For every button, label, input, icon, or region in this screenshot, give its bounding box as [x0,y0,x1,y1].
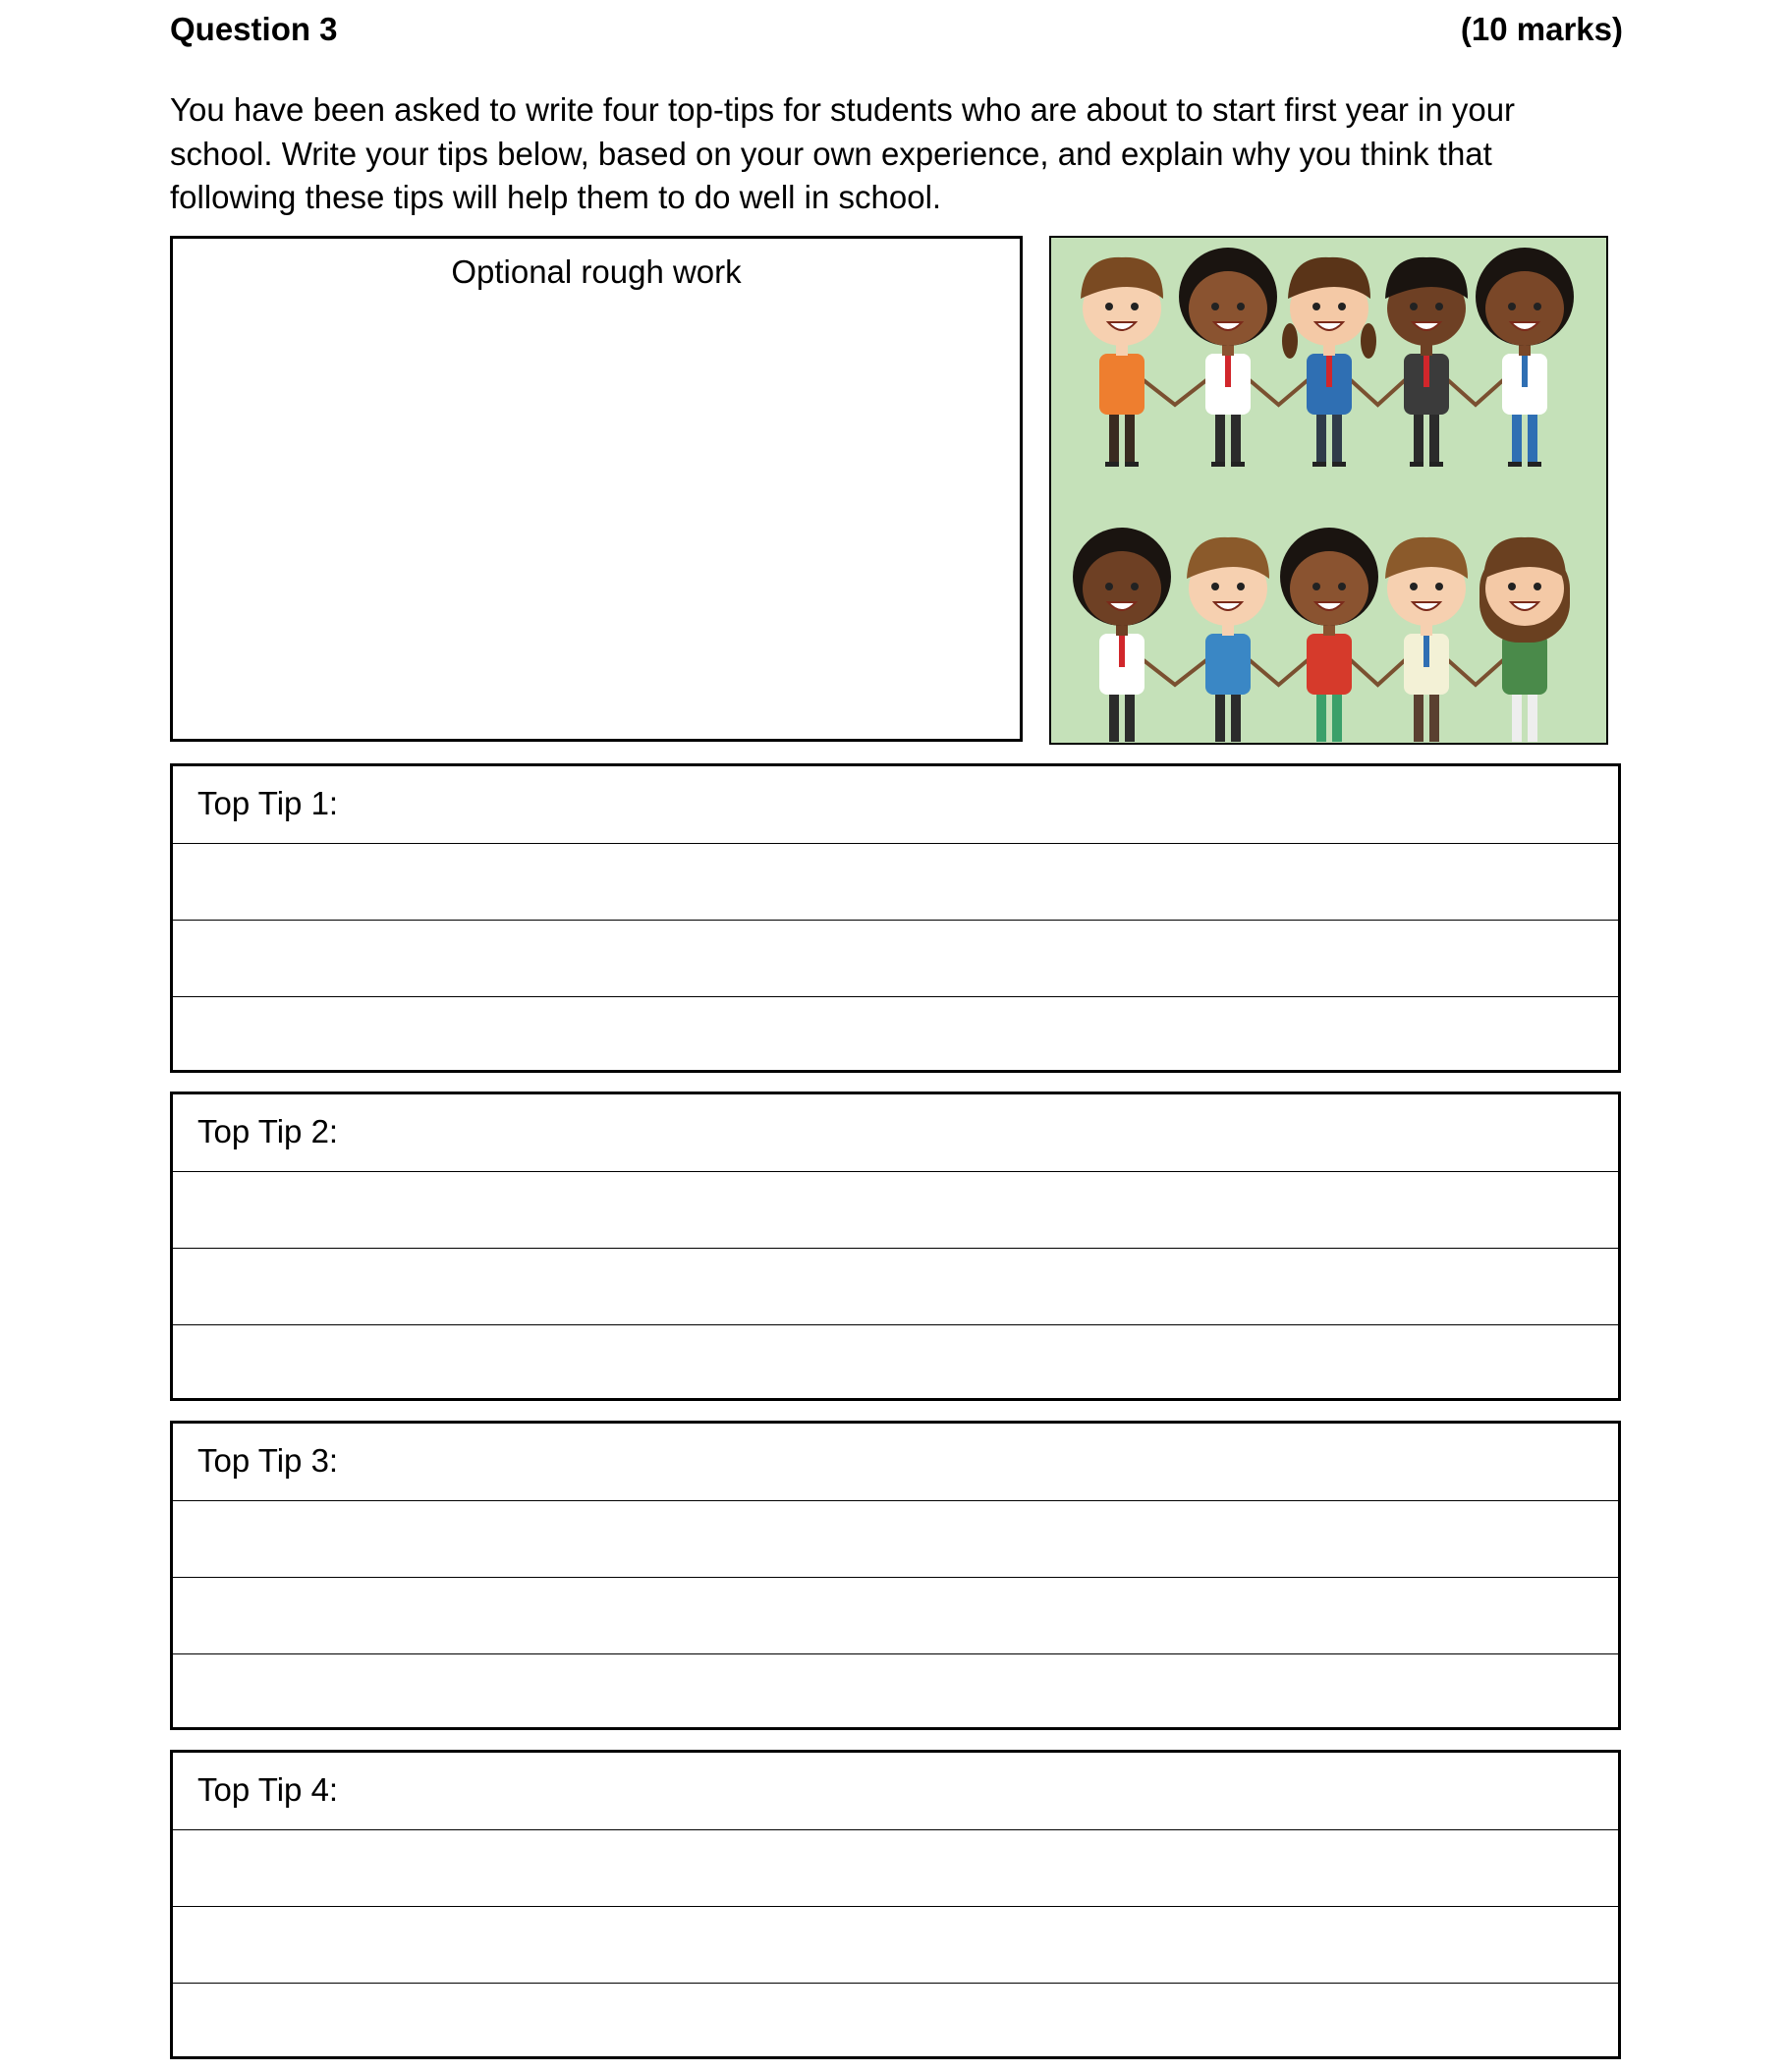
writing-line[interactable] [173,1653,1618,1730]
student-leg [1125,690,1135,742]
top-tip-header-row [173,1424,1618,1501]
student-leg [1109,410,1119,464]
student-shoe [1211,462,1225,467]
student-leg [1332,410,1342,464]
writing-line[interactable] [173,1500,1618,1578]
student-eye [1534,303,1541,310]
student-leg [1316,410,1326,464]
top-tip-4-box[interactable] [170,1750,1621,2059]
top-tip-header-row [173,1094,1618,1172]
writing-line[interactable] [173,1324,1618,1401]
student-eye [1338,303,1346,310]
student-shoe [1410,462,1423,467]
student-shoe [1125,462,1139,467]
student-eye [1105,303,1113,310]
instructions-line-3: following these tips will help them to do well in school. [170,179,942,215]
student-face [1485,271,1564,346]
student-leg [1512,690,1522,742]
instructions-line-1: You have been asked to write four top-tips for students who are about to start first year in your [170,91,1516,128]
holding-hands-arm [1250,660,1308,685]
question-marks: (10 marks) [1460,11,1623,47]
student-leg [1512,410,1522,464]
student-leg [1215,690,1225,742]
top-tip-header-row [173,766,1618,844]
top-tip-2-box[interactable] [170,1092,1621,1401]
question-title: Question 3 [170,11,338,47]
rough-work-box[interactable] [170,236,1023,742]
student-leg [1528,690,1537,742]
top-tip-header-row [173,1753,1618,1830]
top-tip-1-box[interactable] [170,763,1621,1073]
student-leg [1429,690,1439,742]
holding-hands-arm [1144,660,1206,685]
student-shoe [1429,462,1443,467]
writing-line[interactable] [173,1829,1618,1907]
top-tip-3-box[interactable] [170,1421,1621,1730]
writing-line[interactable] [173,1577,1618,1654]
top-tip-label: Top Tip 4: [197,1771,339,1808]
student-leg [1231,410,1241,464]
student-pigtail [1361,323,1376,359]
student-face [1290,551,1368,626]
writing-line[interactable] [173,1171,1618,1249]
student-tie [1326,356,1332,387]
student-eye [1131,303,1139,310]
student-leg [1429,410,1439,464]
student-tie [1423,356,1429,387]
student-tie [1119,636,1125,667]
rough-work-label: Optional rough work [451,253,742,290]
holding-hands-arm [1448,660,1503,685]
student-leg [1125,410,1135,464]
student-eye [1131,583,1139,590]
student-eye [1410,583,1418,590]
student-eye [1211,583,1219,590]
student-eye [1312,303,1320,310]
student-leg [1332,690,1342,742]
student-shoe [1312,462,1326,467]
student-eye [1508,303,1516,310]
top-tip-label: Top Tip 1: [197,785,339,821]
student-eye [1211,303,1219,310]
instructions [170,88,1614,220]
holding-hands-arm [1448,380,1503,405]
student-pigtail [1282,323,1298,359]
student-eye [1105,583,1113,590]
student-leg [1414,690,1423,742]
student-shirt [1205,634,1251,695]
student-shoe [1105,462,1119,467]
holding-hands-arm [1250,380,1308,405]
student-shoe [1508,462,1522,467]
student-eye [1338,583,1346,590]
student-shirt [1307,634,1352,695]
student-face [1189,271,1267,346]
student-shirt [1502,634,1547,695]
student-tie [1225,356,1231,387]
students-illustration [1049,236,1608,745]
student-leg [1414,410,1423,464]
student-eye [1410,303,1418,310]
student-eye [1508,583,1516,590]
writing-line[interactable] [173,920,1618,997]
writing-line[interactable] [173,843,1618,921]
writing-line[interactable] [173,1906,1618,1984]
student-eye [1237,303,1245,310]
top-tip-label: Top Tip 2: [197,1113,339,1149]
student-leg [1109,690,1119,742]
student-shoe [1231,462,1245,467]
student-eye [1435,303,1443,310]
writing-line[interactable] [173,1248,1618,1325]
instructions-line-2: school. Write your tips below, based on your own experience, and explain why you think that [170,135,1492,172]
student-shirt [1099,354,1144,415]
holding-hands-arm [1144,380,1206,405]
student-face [1083,551,1161,626]
student-leg [1215,410,1225,464]
student-shoe [1332,462,1346,467]
student-leg [1231,690,1241,742]
student-eye [1237,583,1245,590]
writing-line[interactable] [173,996,1618,1073]
student-eye [1534,583,1541,590]
students-holding-hands-image [1051,238,1605,742]
student-tie [1522,356,1528,387]
student-shoe [1528,462,1541,467]
student-eye [1435,583,1443,590]
student-leg [1316,690,1326,742]
student-leg [1528,410,1537,464]
student-eye [1312,583,1320,590]
writing-line[interactable] [173,1983,1618,2059]
top-tip-label: Top Tip 3: [197,1442,339,1479]
holding-hands-arm [1351,380,1405,405]
student-tie [1423,636,1429,667]
holding-hands-arm [1351,660,1405,685]
